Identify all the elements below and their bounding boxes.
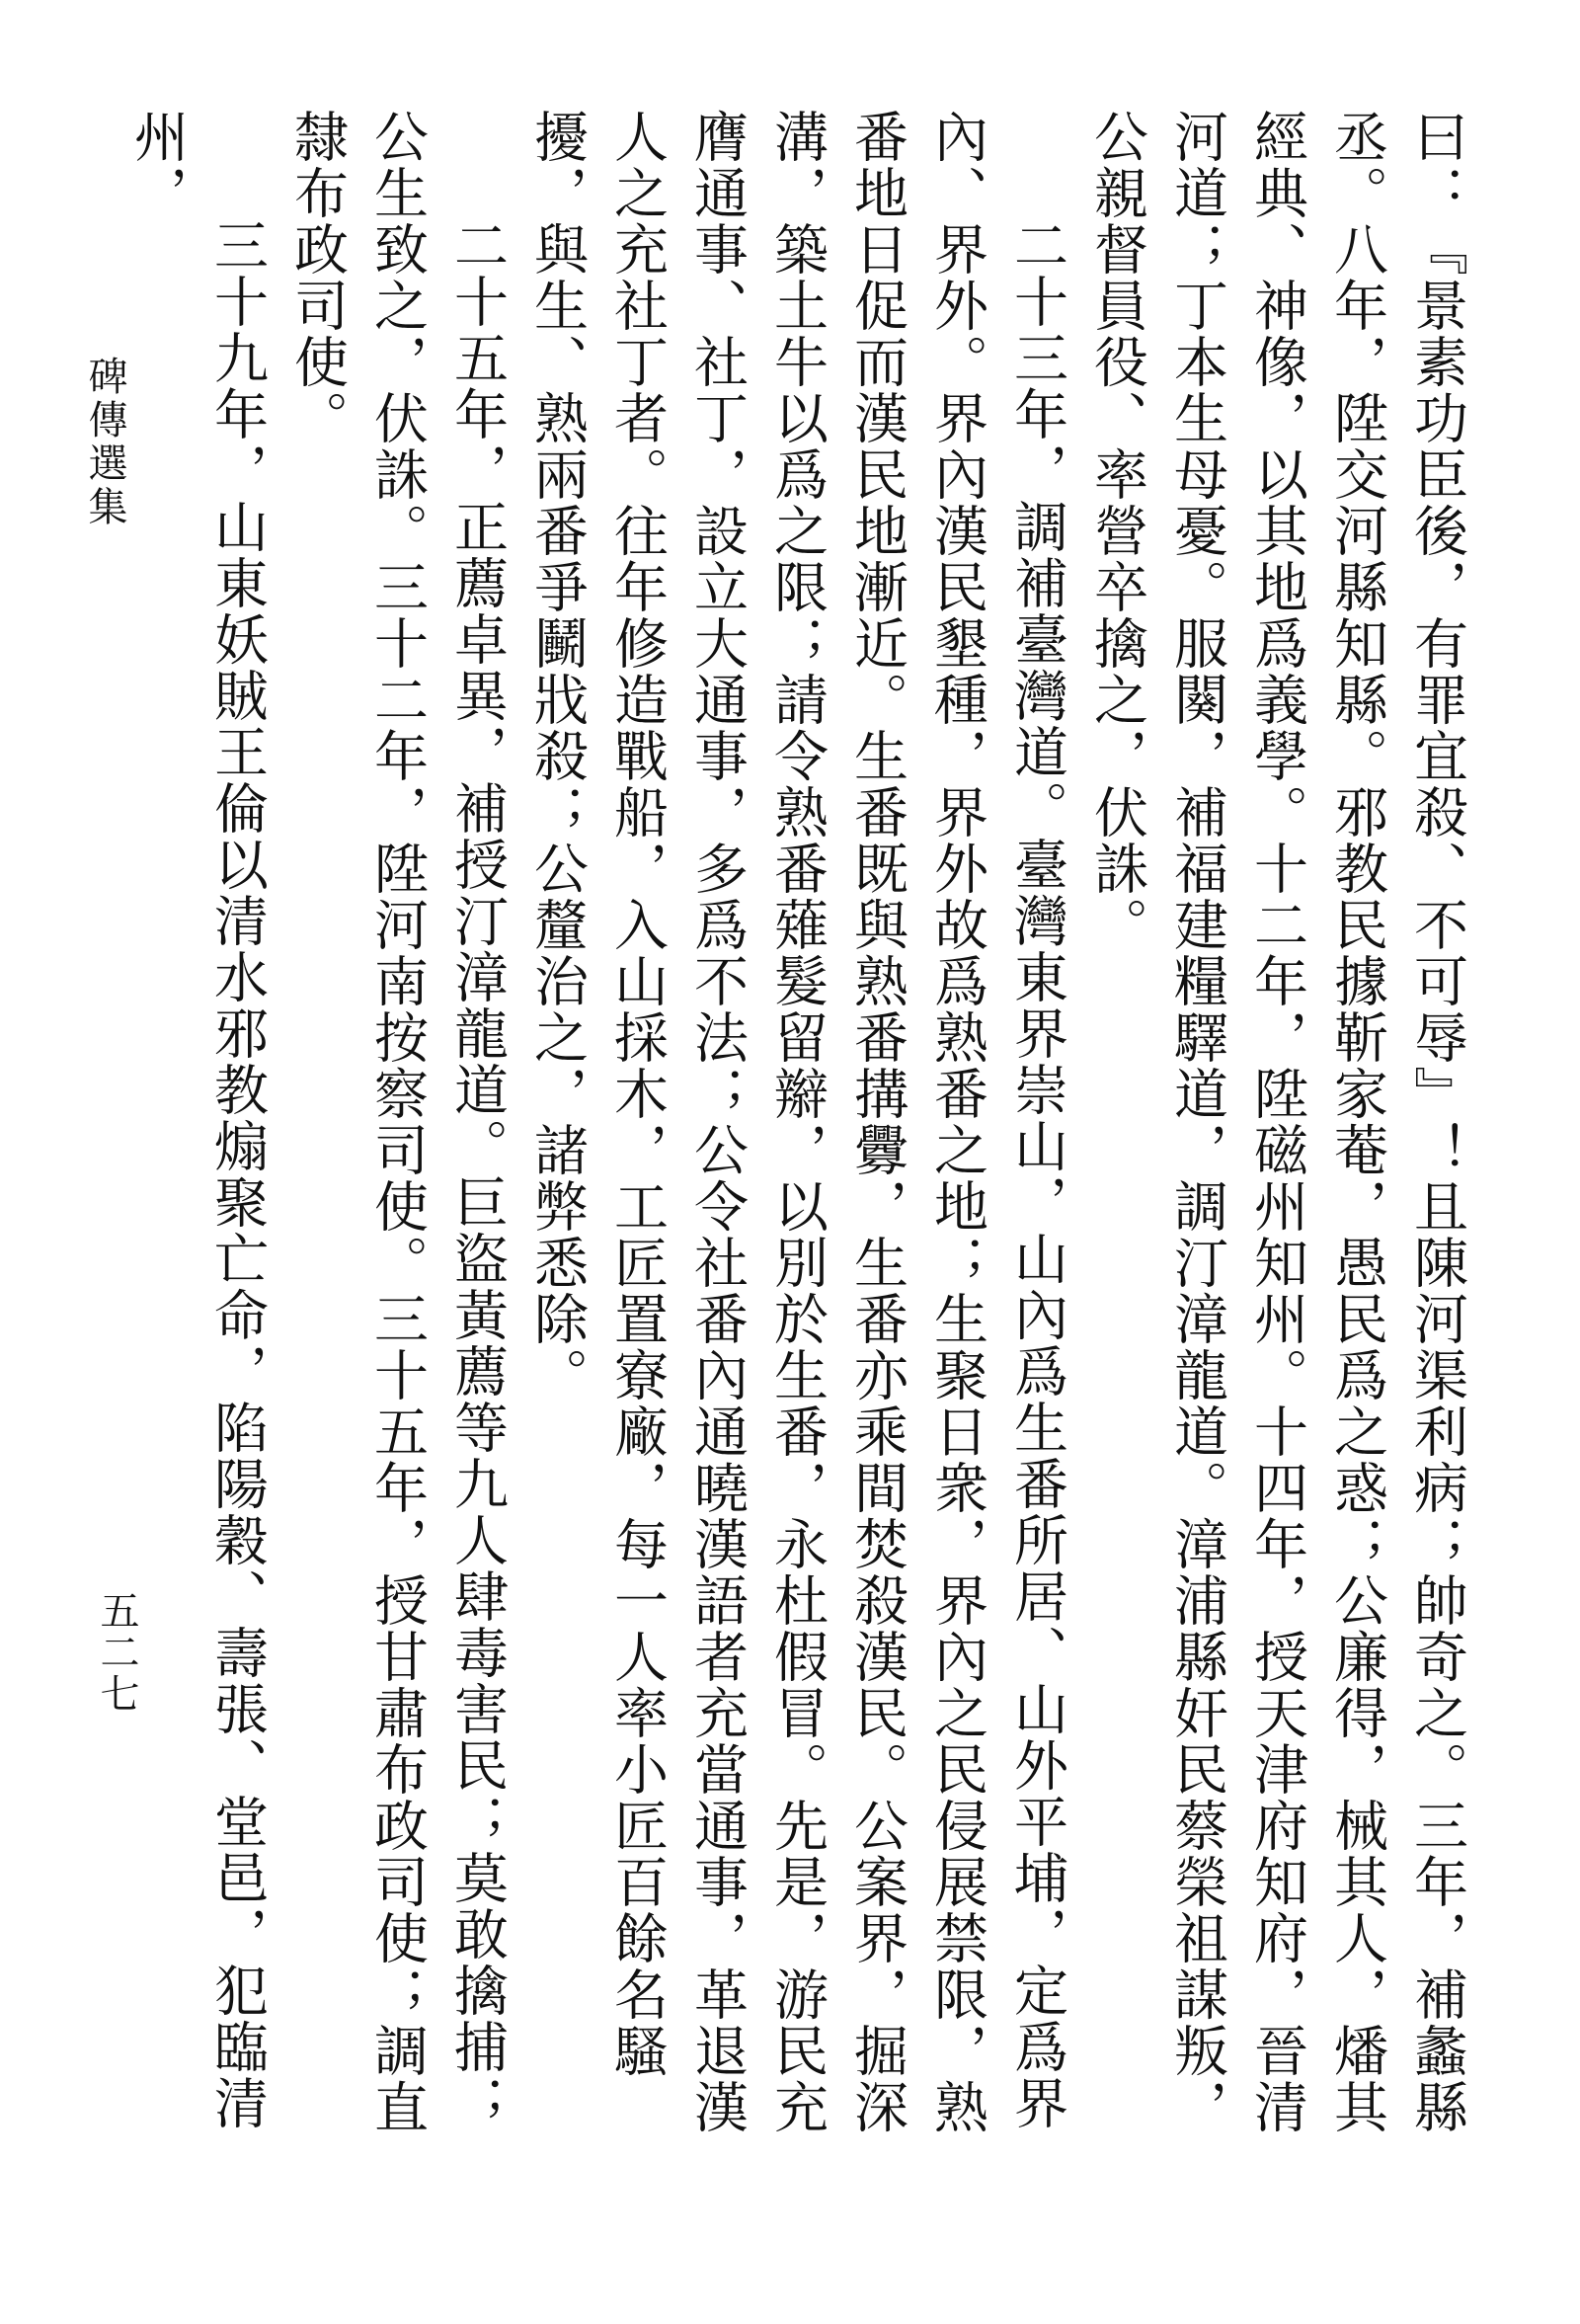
paragraph-1: 曰：『景素功臣後，有罪宜殺、不可辱』！且陳河渠利病；帥奇之。三年，補蠡縣丞。八年，陞交河縣知縣。邪教民據靳家菴，愚民爲之惑；公廉得，械其人，燔其經典、神像，以其地爲義學。十二年，陞磁州知州。十四年，授天津府知府，晉清河道；丁本生母憂。服闋，補福建糧驛道，調汀漳龍道。漳浦縣奸民蔡榮祖謀叛，公親督員役、率營卒擒之，伏誅。	[1085, 109, 1468, 2135]
paragraph-3: 二十五年，正薦卓異，補授汀漳龍道。巨盜黃薦等九人肆毒害民；莫敢擒捕；公生致之，伏誅。三十二年，陞河南按察司使。三十五年，授甘肅布政司使；調直隸布政司使。	[285, 109, 509, 2135]
book-title: 碑傳選集	[82, 356, 127, 529]
page-number: 五二七	[94, 1590, 139, 1715]
paragraph-4: 三十九年，山東妖賊王倫以清水邪教煽聚亡命，陷陽穀、壽張、堂邑，犯臨清州，	[125, 109, 269, 2131]
paragraph-2: 二十三年，調補臺灣道。臺灣東界崇山，山內爲生番所居、山外平埔，定爲界內、界外。界內漢民墾種，界外故爲熟番之地；生聚日衆，界內之民侵展禁限，熟番地日促而漢民地漸近。生番既與熟番搆釁，生番亦乘間焚殺漢民。公案界，掘深溝，築土牛以爲之限；請令熟番薙髮留辮，以別於生番，永杜假冒。先是，游民充膺通事、社丁，設立大通事，多爲不法；公令社番內通曉漢語者充當通事，革退漢人之充社丁者。往年修造戰船，入山採木，工匠置寮廠，每一人率小匠百餘名騷擾，與生、熟兩番爭鬭戕殺；公釐治之，諸弊悉除。	[525, 109, 1068, 2135]
main-text-block	[114, 109, 1476, 2163]
